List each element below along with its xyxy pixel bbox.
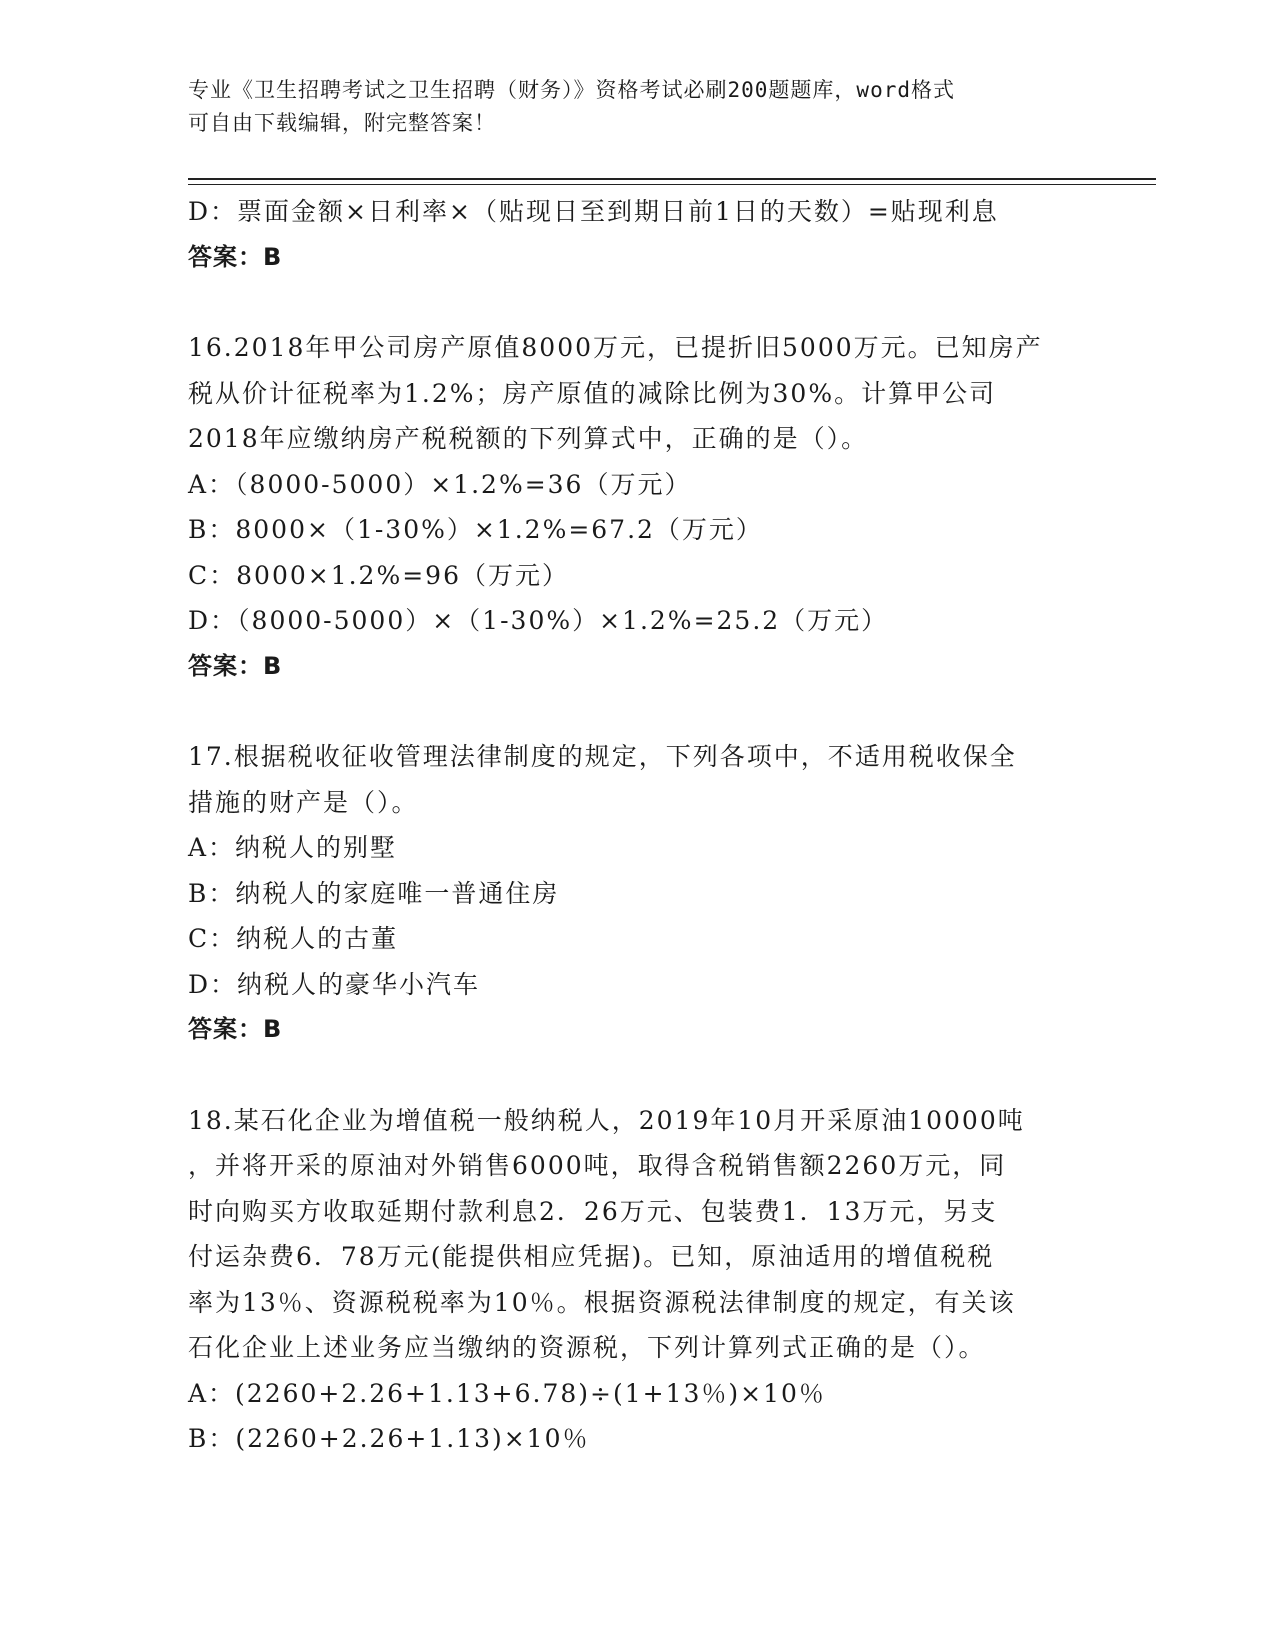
option-b: B：(2260+2.26+1.13)×10％: [188, 1424, 590, 1453]
option-c: C：8000×1.2%=96（万元）: [188, 560, 569, 590]
question-text-line: 16.2018年甲公司房产原值8000万元，已提折旧5000万元。已知房产: [188, 333, 1043, 362]
option-d: D：票面金额×日利率×（贴现日至到期日前1日的天数）=贴现利息: [188, 197, 999, 226]
document-header: [188, 74, 1088, 140]
answer-line: 答案：B: [188, 651, 283, 680]
option-b: B：8000×（1-30%）×1.2%=67.2（万元）: [188, 515, 763, 544]
question-text-line: 石化企业上述业务应当缴纳的资源税，下列计算列式正确的是（）。: [188, 1333, 986, 1362]
spacer: [188, 689, 1088, 734]
question-text-line: 付运杂费6．78万元(能提供相应凭据)。已知，原油适用的增值税税: [188, 1242, 995, 1271]
question-text-line: 2018年应缴纳房产税税额的下列算式中，正确的是（）。: [188, 424, 869, 453]
question-text-line: 税从价计征税率为1.2%；房产原值的减除比例为30%。计算甲公司: [188, 378, 997, 408]
question-text-line: 措施的财产是（）。: [188, 787, 419, 817]
answer-line: 答案：B: [188, 242, 283, 271]
spacer: [188, 280, 1088, 325]
question-16: [188, 325, 1088, 689]
question-text-line: 18.某石化企业为增值税一般纳税人，2019年10月开采原油10000吨: [188, 1105, 1025, 1135]
document-body: [188, 189, 1088, 1462]
option-d: D：纳税人的豪华小汽车: [188, 969, 481, 999]
option-d: D：（8000-5000）×（1-30%）×1.2%=25.2（万元）: [188, 606, 889, 635]
question-15-tail: [188, 189, 1088, 280]
question-text-line: ，并将开采的原油对外销售6000吨，取得含税销售额2260万元，同: [188, 1151, 1007, 1180]
option-b: B：纳税人的家庭唯一普通住房: [188, 878, 560, 908]
option-c: C：纳税人的古董: [188, 924, 399, 953]
question-18: [188, 1098, 1088, 1462]
question-text-line: 率为13％、资源税税率为10％。根据资源税法律制度的规定，有关该: [188, 1287, 1016, 1317]
header-line-1: 专业《卫生招聘考试之卫生招聘（财务）》资格考试必刷200题题库，word格式: [188, 78, 955, 102]
option-a: A：（8000-5000）×1.2%=36（万元）: [188, 469, 692, 499]
answer-line: 答案：B: [188, 1015, 283, 1043]
header-line-2: 可自由下载编辑，附完整答案！: [188, 111, 496, 135]
question-text-line: 17.根据税收征收管理法律制度的规定，下列各项中，不适用税收保全: [188, 742, 1017, 771]
spacer: [188, 1053, 1088, 1098]
header-divider-thick: [188, 178, 1156, 180]
question-text-line: 时向购买方收取延期付款利息2．26万元、包装费1．13万元，另支: [188, 1196, 998, 1226]
option-a: A：(2260+2.26+1.13+6.78)÷(1+13％)×10％: [188, 1378, 826, 1408]
header-divider-thin: [188, 184, 1156, 185]
question-17: [188, 734, 1088, 1053]
option-a: A：纳税人的别墅: [188, 833, 398, 862]
